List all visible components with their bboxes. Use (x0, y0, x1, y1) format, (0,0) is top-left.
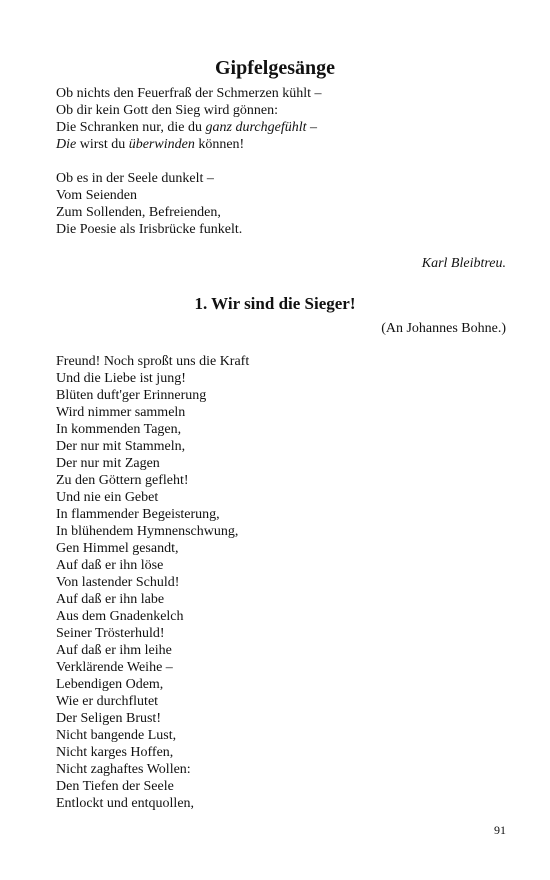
poem-title: 1. Wir sind die Sieger! (194, 294, 356, 313)
motto-line-4-text: wirst du (76, 137, 129, 152)
poem-line: Gen Himmel gesandt, (56, 541, 179, 556)
poem-line: Nicht zaghaftes Wollen: (56, 762, 191, 777)
poem-line: Seiner Trösterhuld! (56, 626, 165, 641)
poem-line: Verklärende Weihe – (56, 660, 173, 675)
page-title: Gipfelgesänge (215, 57, 335, 79)
poem-line: Den Tiefen der Seele (56, 779, 174, 794)
poem-line: Der Seligen Brust! (56, 711, 161, 726)
motto-stanza-2-line: Ob es in der Seele dunkelt – (56, 171, 214, 186)
poem-body (56, 353, 249, 812)
poem-line: In blühendem Hymnenschwung, (56, 524, 239, 539)
motto-line-3-emphasis: ganz durchgefühlt (205, 120, 307, 135)
poem-line: Der nur mit Zagen (56, 456, 160, 471)
poem-line: In flammender Begeisterung, (56, 507, 220, 522)
motto-attribution: Karl Bleibtreu. (421, 256, 506, 271)
motto-line-4-emphasis-ueberwinden: überwinden (128, 137, 195, 152)
poem-line: Auf daß er ihn labe (56, 592, 165, 607)
poem-line: Nicht bangende Lust, (56, 728, 177, 743)
poem-line: Von lastender Schuld! (56, 575, 180, 590)
poem-line: Auf daß er ihm leihe (56, 643, 172, 658)
poem-line: Wird nimmer sammeln (56, 405, 186, 420)
motto-stanza-2 (56, 170, 242, 238)
poem-line: Der nur mit Stammeln, (56, 439, 186, 454)
poem-line: Aus dem Gnadenkelch (56, 609, 184, 624)
motto-line-4 (56, 136, 322, 153)
poem-line: In kommenden Tagen, (56, 422, 182, 437)
motto-line-2: Ob dir kein Gott den Sieg wird gönnen: (56, 103, 279, 118)
poem-line: Und nie ein Gebet (56, 490, 159, 505)
motto-line-3-text: Die Schranken nur, die du (56, 120, 206, 135)
motto-stanza-2-line: Die Poesie als Irisbrücke funkelt. (56, 222, 243, 237)
motto-stanza-1 (56, 85, 322, 153)
motto-line-3-dash: – (306, 120, 317, 135)
poem-dedication: (An Johannes Bohne.) (381, 321, 506, 336)
motto-line-4-end: können! (194, 137, 245, 152)
poem-line: Lebendigen Odem, (56, 677, 164, 692)
poem-line: Entlockt und entquollen, (56, 796, 195, 811)
poem-line: Nicht karges Hoffen, (56, 745, 174, 760)
page-number: 91 (494, 823, 506, 837)
poem-line: Und die Liebe ist jung! (56, 371, 186, 386)
motto-stanza-2-line: Zum Sollenden, Befreienden, (56, 205, 221, 220)
poem-line: Freund! Noch sproßt uns die Kraft (56, 354, 250, 369)
poem-line: Wie er durchflutet (56, 694, 159, 709)
motto-line-4-emphasis-die: Die (56, 137, 77, 152)
motto-line-1: Ob nichts den Feuerfraß der Schmerzen kühlt – (56, 86, 322, 101)
motto-stanza-2-line: Vom Seienden (56, 188, 138, 203)
poem-line: Blüten duft'ger Erinnerung (56, 388, 207, 403)
motto-line-3 (56, 119, 322, 136)
poem-line: Zu den Göttern gefleht! (56, 473, 189, 488)
poem-line: Auf daß er ihn löse (56, 558, 164, 573)
